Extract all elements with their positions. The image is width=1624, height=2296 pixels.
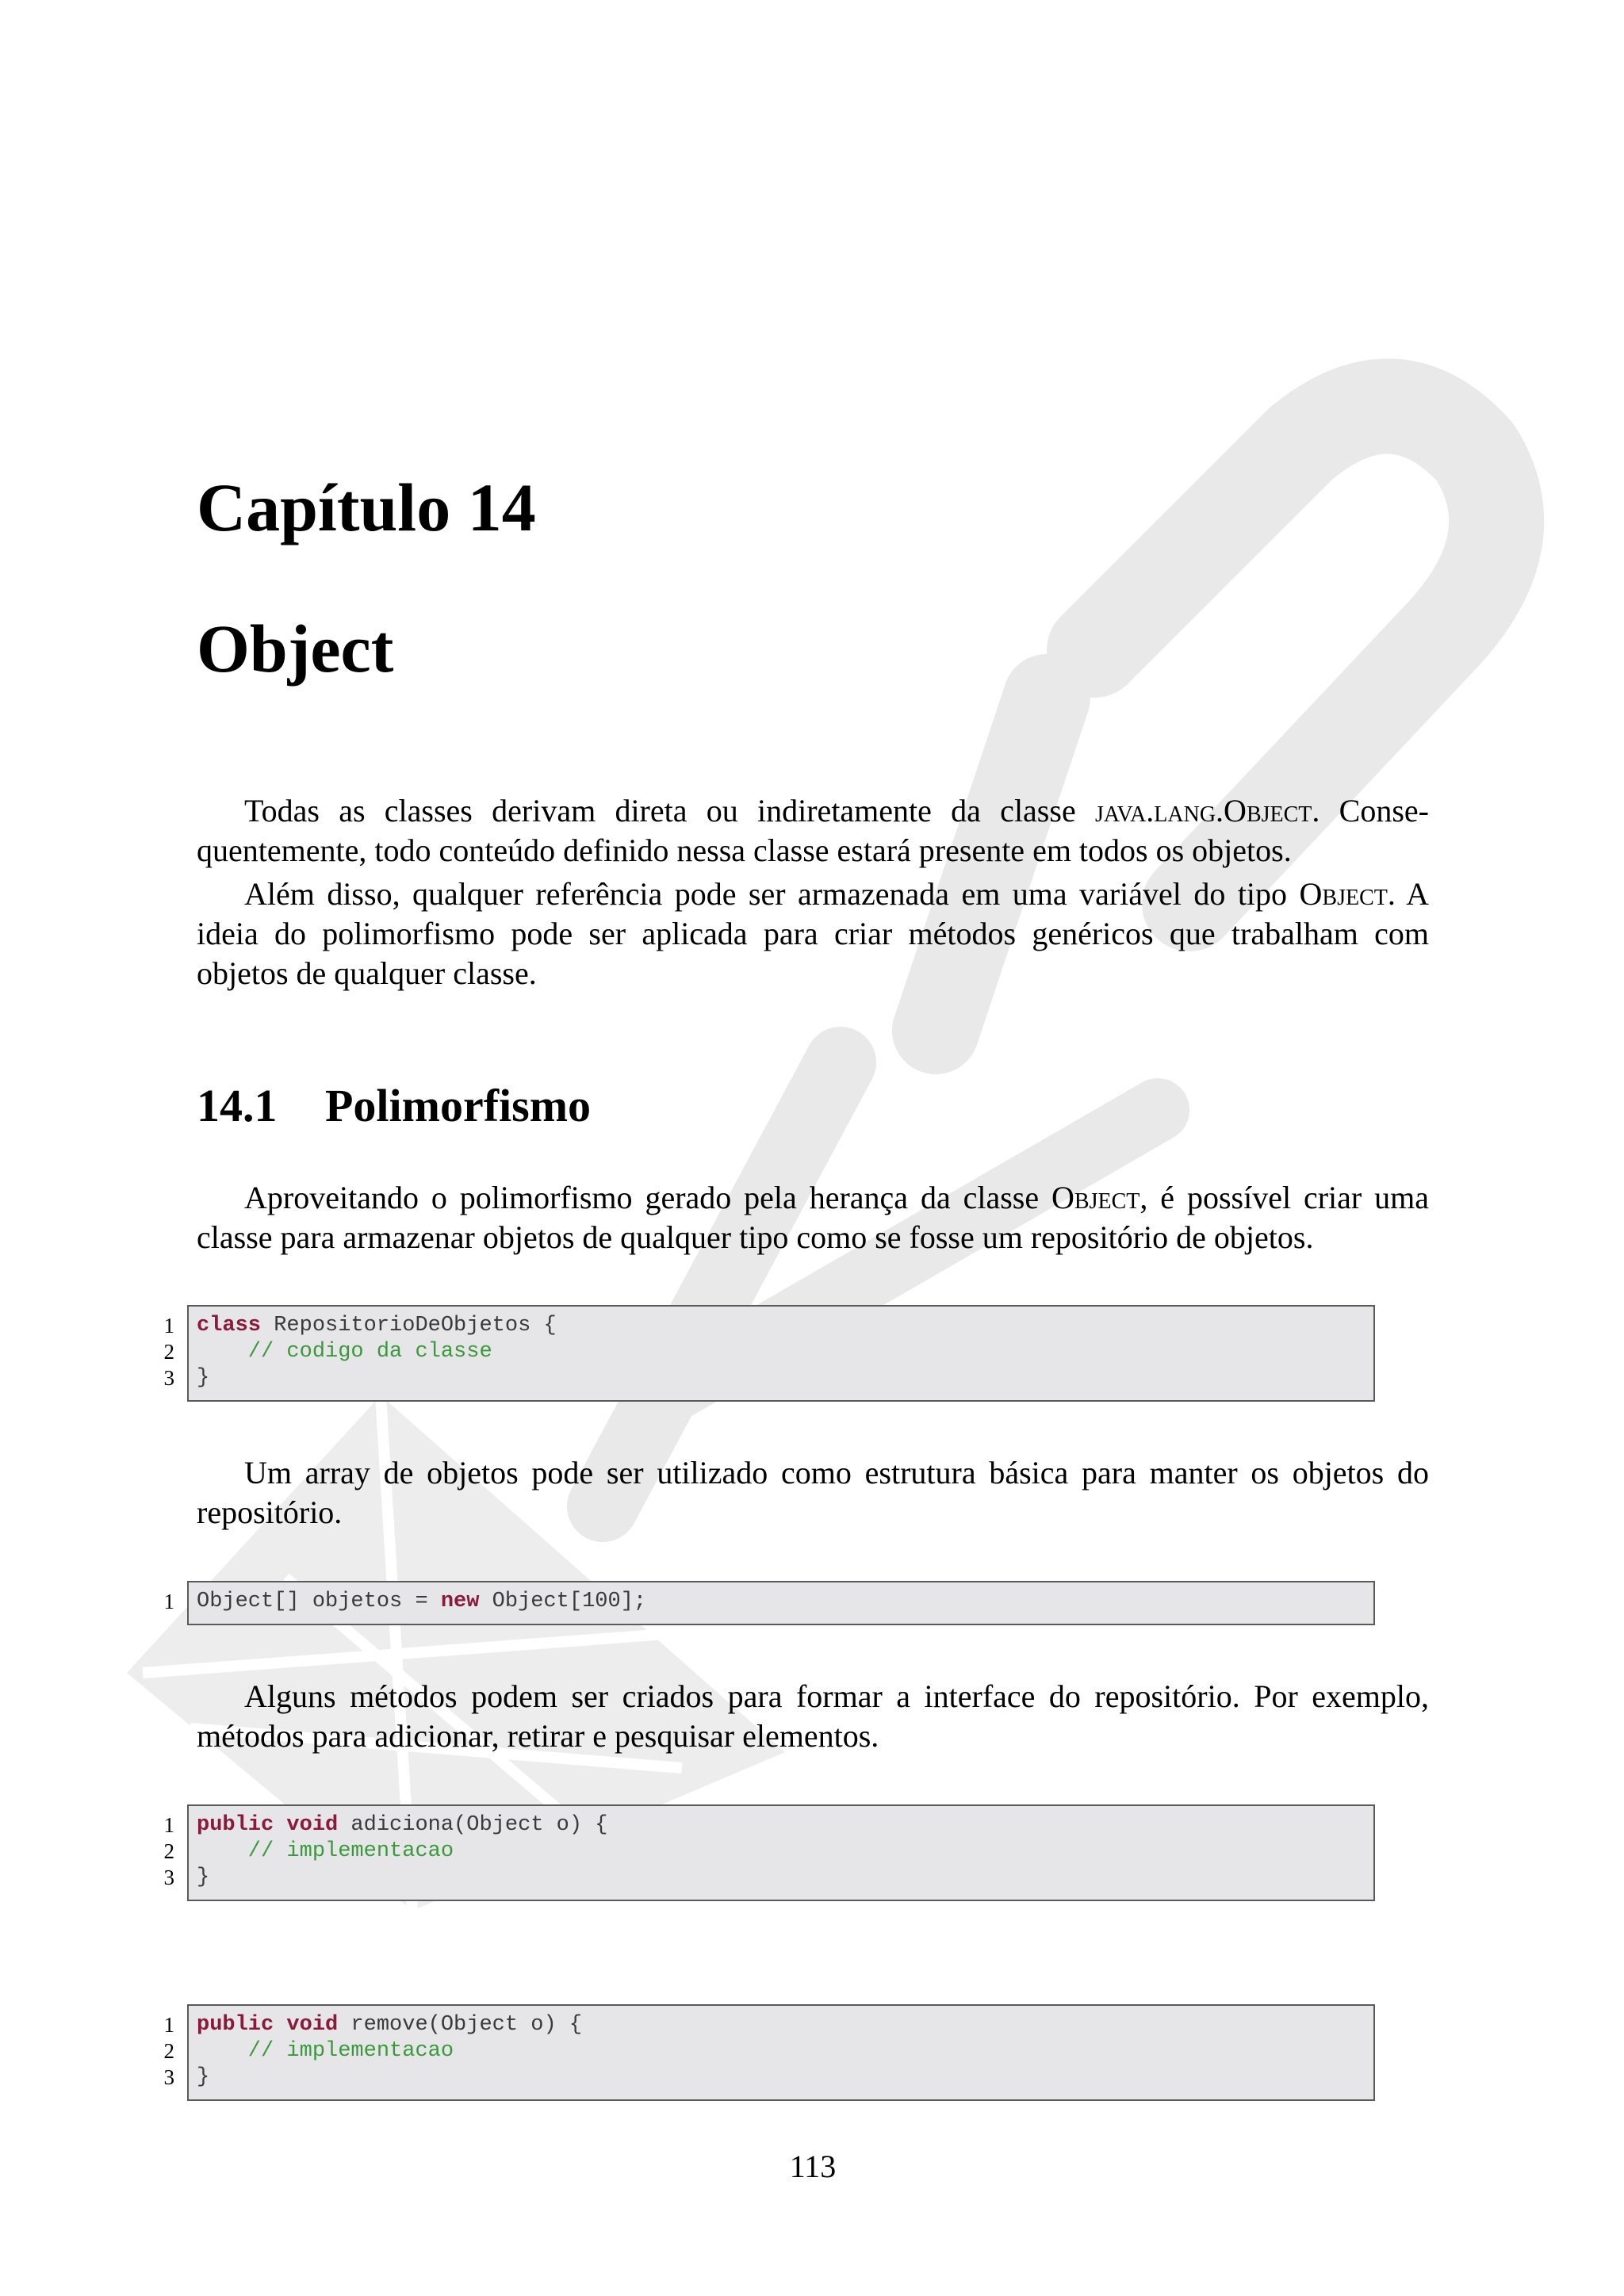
section-heading	[197, 1078, 591, 1134]
inline-class-name: Object	[1051, 1180, 1140, 1215]
page-number: 113	[789, 2149, 837, 2184]
section-paragraph-3: Alguns métodos podem ser criados para formar a interface do repositório. Por exemplo, métodos para adicionar, retirar e pesquisar elementos.	[197, 1678, 1429, 1754]
code-block-array	[163, 1581, 1375, 1625]
code-line: 1 Object[] objetos = new Object[100];	[163, 1590, 647, 1613]
code-block-class	[163, 1305, 1375, 1402]
section-paragraph-1: Aproveitando o polimorfismo gerado pela herança da classe Object, é possível criar uma classe para armazenar objetos de qualquer tipo como se fosse um repositório de objetos.	[197, 1180, 1430, 1255]
inline-class-name: Object	[1299, 876, 1388, 912]
code-line: 3 }	[163, 2065, 210, 2089]
code-block-remove	[163, 2004, 1375, 2101]
code-line: 2 // codigo da classe	[163, 1340, 492, 1364]
code-line: 3 }	[163, 1366, 210, 1390]
chapter-label: Capítulo 14	[197, 469, 536, 545]
code-line: 3 }	[163, 1866, 210, 1889]
section-title: Polimorfismo	[325, 1080, 592, 1131]
code-line: 2 // implementacao	[163, 1839, 454, 1863]
inline-class-name: java.lang.Object	[1094, 793, 1312, 828]
section-number: 14.1	[197, 1080, 278, 1131]
section-paragraph-2: Um array de objetos pode ser utilizado como estrutura básica para manter os objetos do repositório.	[197, 1455, 1429, 1530]
intro-paragraph-1: Todas as classes derivam direta ou indiretamente da classe java.lang.Object. Conse-quentemente, todo conteúdo definido nessa classe estará presente em todos os objetos.	[197, 793, 1429, 868]
code-line: 1 public void adiciona(Object o) {	[163, 1813, 608, 1837]
code-line: 1 class RepositorioDeObjetos {	[163, 1314, 557, 1337]
intro-paragraph-2: Além disso, qualquer referência pode ser armazenada em uma variável do tipo Object. A ideia do polimorfismo pode ser aplicada para criar métodos genéricos que trabalham com objetos de qualquer classe.	[197, 876, 1429, 991]
code-line: 2 // implementacao	[163, 2039, 454, 2063]
code-block-adiciona	[163, 1804, 1375, 1901]
chapter-title: Object	[197, 610, 394, 687]
code-line: 1 public void remove(Object o) {	[163, 2013, 583, 2037]
